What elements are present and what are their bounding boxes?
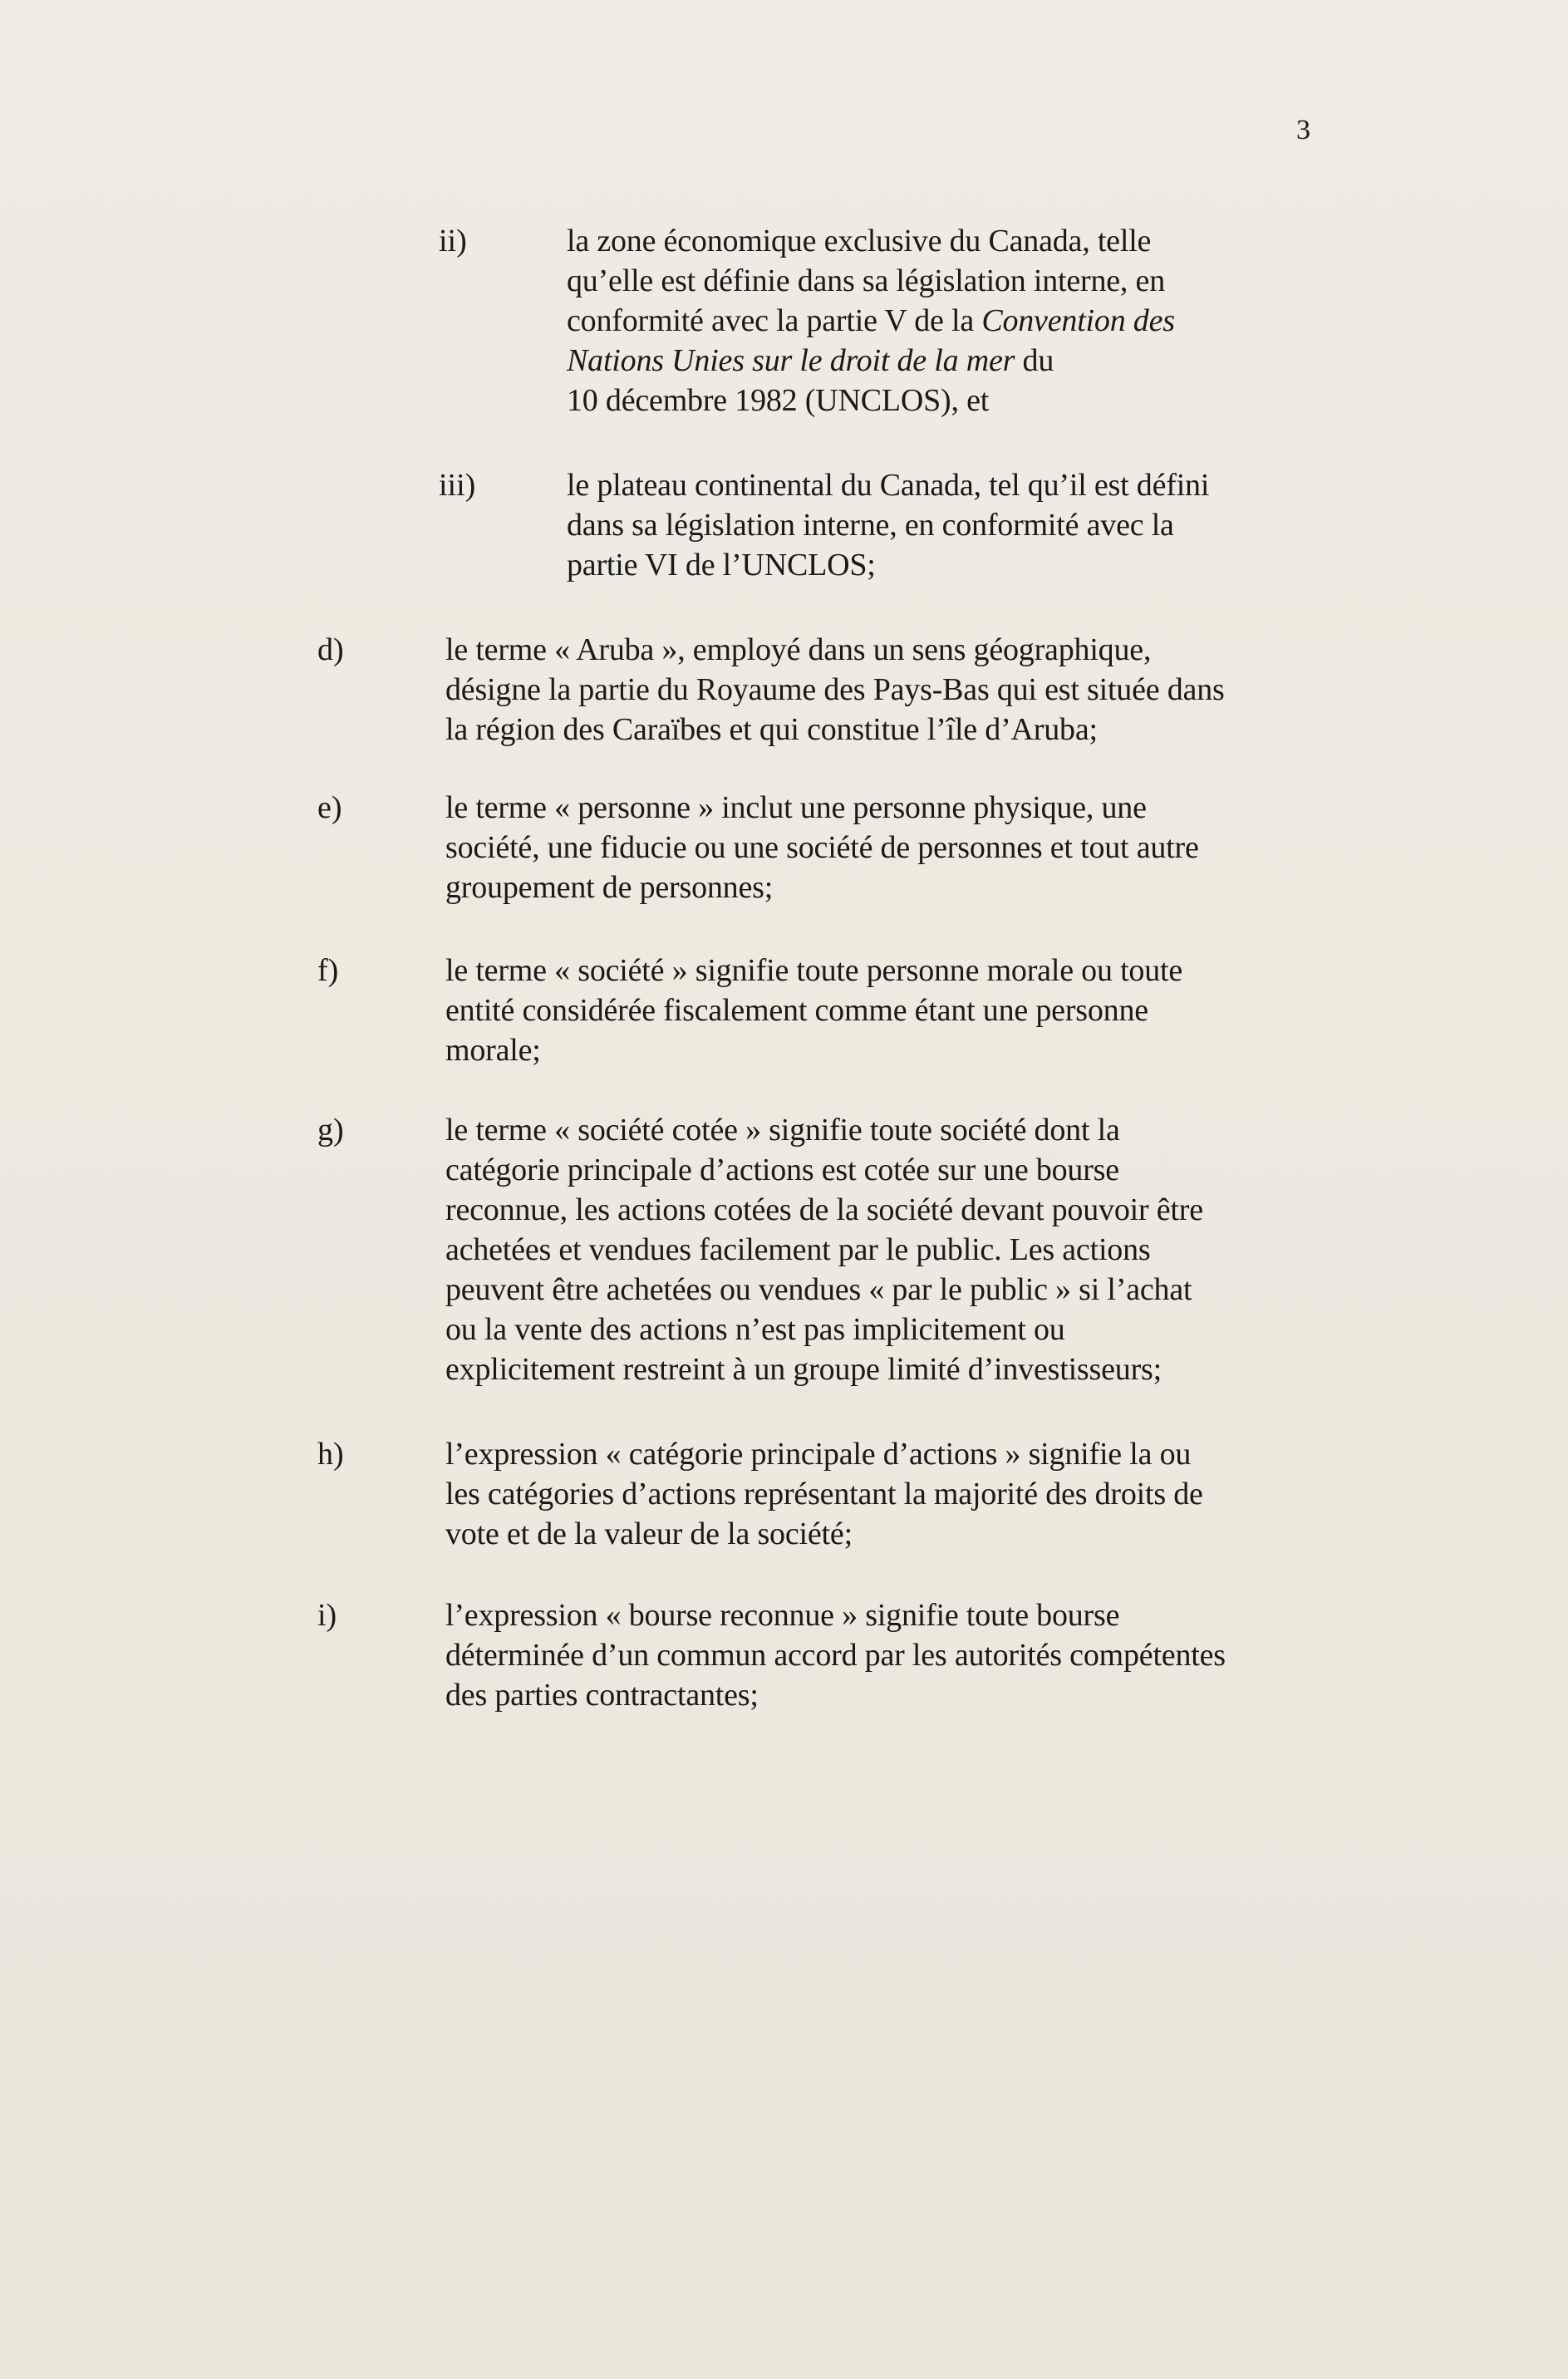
text-line: ou la vente des actions n’est pas implicitement ou xyxy=(445,1312,1065,1347)
item-label: i) xyxy=(317,1598,337,1633)
text-line: le terme « Aruba », employé dans un sens géographique, xyxy=(445,632,1152,667)
item-text xyxy=(445,630,1359,750)
item-label: e) xyxy=(317,790,342,825)
text-line: Nations Unies sur le droit de la mer du xyxy=(567,343,1054,378)
text-line: les catégories d’actions représentant la majorité des droits de xyxy=(445,1477,1203,1511)
item-text xyxy=(445,1434,1359,1554)
item-label: h) xyxy=(317,1437,344,1472)
item-label: f) xyxy=(317,953,339,988)
text-line: le terme « personne » inclut une personne physique, une xyxy=(445,790,1147,825)
italic-text: Convention des xyxy=(981,303,1175,338)
text-line: déterminée d’un commun accord par les autorités compétentes xyxy=(445,1638,1226,1673)
text-line: l’expression « catégorie principale d’actions » signifie la ou xyxy=(445,1437,1192,1472)
text-line: peuvent être achetées ou vendues « par le public » si l’achat xyxy=(445,1272,1192,1307)
text-line: le terme « société » signifie toute personne morale ou toute xyxy=(445,953,1183,988)
item-label: d) xyxy=(317,632,344,667)
item-text xyxy=(445,788,1359,907)
text-line: entité considérée fiscalement comme étant une personne xyxy=(445,993,1148,1028)
item-text xyxy=(445,951,1359,1070)
text-line: qu’elle est définie dans sa législation interne, en xyxy=(567,263,1166,298)
text-line: des parties contractantes; xyxy=(445,1678,759,1713)
text-line: groupement de personnes; xyxy=(445,870,774,905)
italic-text: Nations Unies sur le droit de la mer xyxy=(567,343,1015,378)
item-text xyxy=(445,1595,1359,1715)
text-line: conformité avec la partie V de la Convention des xyxy=(567,303,1175,338)
item-text xyxy=(445,1110,1359,1389)
text-line: la région des Caraïbes et qui constitue l’île d’Aruba; xyxy=(445,712,1098,747)
text-line: partie VI de l’UNCLOS; xyxy=(567,548,876,582)
item-label: ii) xyxy=(439,224,467,258)
item-label: iii) xyxy=(439,468,476,503)
text-line: achetées et vendues facilement par le public. Les actions xyxy=(445,1232,1151,1267)
text-line: catégorie principale d’actions est cotée sur une bourse xyxy=(445,1153,1119,1187)
text-line: désigne la partie du Royaume des Pays-Bas qui est située dans xyxy=(445,672,1225,707)
text-line: dans sa législation interne, en conformité avec la xyxy=(567,508,1174,543)
item-text xyxy=(567,221,1331,420)
text-line: société, une fiducie ou une société de personnes et tout autre xyxy=(445,830,1199,865)
text-line: explicitement restreint à un groupe limité d’investisseurs; xyxy=(445,1352,1162,1387)
text-line: morale; xyxy=(445,1033,541,1068)
page-number: 3 xyxy=(1296,115,1310,145)
text-line: reconnue, les actions cotées de la société devant pouvoir être xyxy=(445,1192,1203,1227)
text-line: 10 décembre 1982 (UNCLOS), et xyxy=(567,383,990,418)
text-line: le terme « société cotée » signifie toute société dont la xyxy=(445,1113,1120,1148)
text-line: le plateau continental du Canada, tel qu’il est défini xyxy=(567,468,1210,503)
text-line: la zone économique exclusive du Canada, telle xyxy=(567,224,1152,258)
item-text xyxy=(567,465,1331,585)
text-line: l’expression « bourse reconnue » signifie toute bourse xyxy=(445,1598,1120,1633)
item-label: g) xyxy=(317,1113,344,1148)
text-line: vote et de la valeur de la société; xyxy=(445,1516,853,1551)
